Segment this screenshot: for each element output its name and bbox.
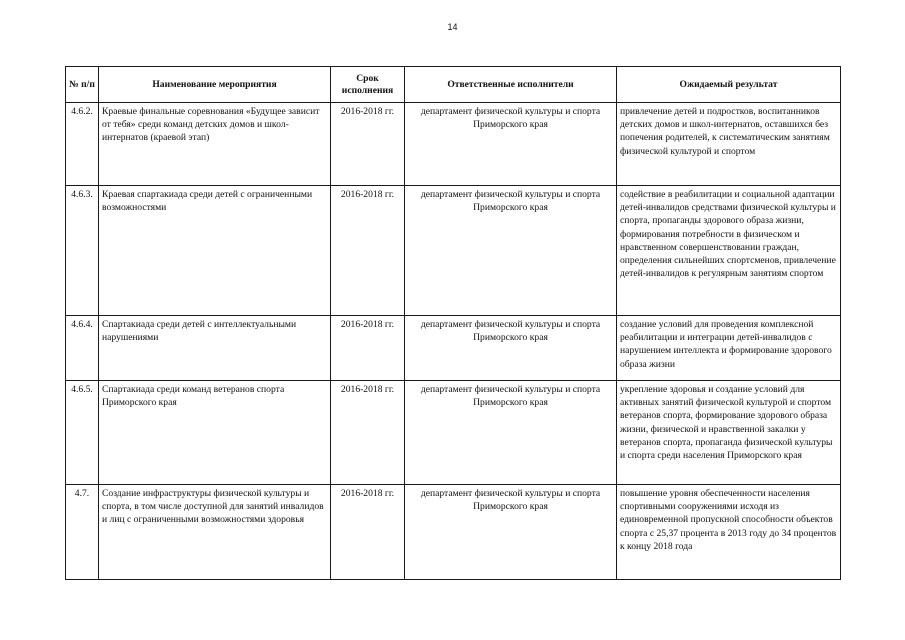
table-header-row [66,67,841,103]
header-deadline: Срок исполнения [331,67,405,103]
expected-result: повышение уровня обеспеченности населения спортивными сооружениями исходя из единовременной пропускной способности объектов спорта с 25,37 процента в 2013 году до 34 процентов к концу 2018 года [617,485,841,580]
deadline: 2016-2018 гг. [331,316,405,381]
executor: департамент физической культуры и спорта Приморского края [405,103,617,186]
activities-table [65,66,841,580]
activity-name: Спартакиада среди команд ветеранов спорта Приморского края [99,381,331,485]
deadline: 2016-2018 гг. [331,186,405,316]
header-activity-name: Наименование мероприятия [99,67,331,103]
expected-result: содействие в реабилитации и социальной адаптации детей-инвалидов средствами физической культуры и спорта, пропаганды здорового образа жизни, формирования потребности в физическом и нравственном совершенствовании граждан, определения сильнейших спортсменов, привлечение детей-инвалидов к регулярным занятиям спортом [617,186,841,316]
table-row [66,381,841,485]
expected-result: укрепление здоровья и создание условий для активных занятий физической культурой и спортом ветеранов спорта, формирование здорового образа жизни, физической и нравственной закалки у ветеранов спорта, пропаганда физической культуры и спорта среди населения Приморского края [617,381,841,485]
row-number: 4.6.4. [66,316,99,381]
expected-result: создание условий для проведения комплексной реабилитации и интеграции детей-инвалидов с нарушением интеллекта и формирование здорового образа жизни [617,316,841,381]
row-number: 4.7. [66,485,99,580]
deadline: 2016-2018 гг. [331,381,405,485]
executor: департамент физической культуры и спорта Приморского края [405,381,617,485]
deadline: 2016-2018 гг. [331,103,405,186]
activity-name: Спартакиада среди детей с интеллектуальными нарушениями [99,316,331,381]
executor: департамент физической культуры и спорта Приморского края [405,485,617,580]
row-number: 4.6.3. [66,186,99,316]
deadline: 2016-2018 гг. [331,485,405,580]
header-executors: Ответственные исполнители [405,67,617,103]
header-number: № п/п [66,67,99,103]
executor: департамент физической культуры и спорта Приморского края [405,186,617,316]
row-number: 4.6.2. [66,103,99,186]
table-row [66,103,841,186]
expected-result: привлечение детей и подростков, воспитанников детских домов и школ-интернатов, оставшихся без попечения родителей, к систематическим занятиям физической культурой и спортом [617,103,841,186]
page-number: 14 [447,22,458,32]
table-row [66,186,841,316]
activity-name: Краевые финальные соревнования «Будущее зависит от тебя» среди команд детских домов и школ-интернатов (краевой этап) [99,103,331,186]
row-number: 4.6.5. [66,381,99,485]
header-expected-result: Ожидаемый результат [617,67,841,103]
activity-name: Создание инфраструктуры физической культуры и спорта, в том числе доступной для занятий инвалидов и лиц с ограниченными возможностями здоровья [99,485,331,580]
executor: департамент физической культуры и спорта Приморского края [405,316,617,381]
table-row [66,316,841,381]
table-row [66,485,841,580]
activity-name: Краевая спартакиада среди детей с ограниченными возможностями [99,186,331,316]
